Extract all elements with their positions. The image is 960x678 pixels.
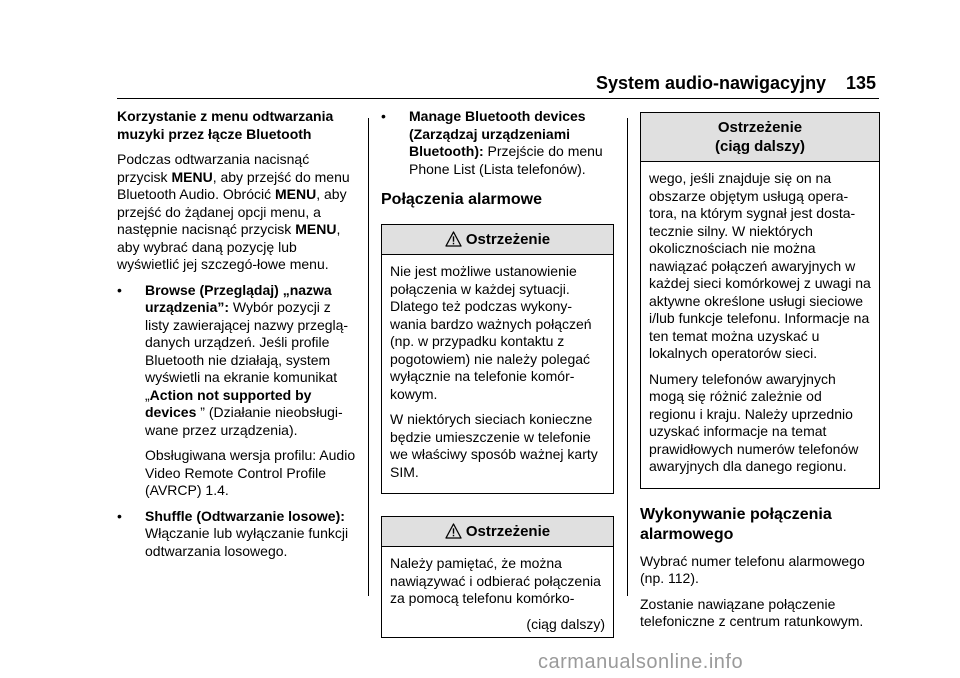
shuffle-label: Shuffle (Odtwarzanie losowe): [145, 507, 345, 524]
body-paragraph: Wybrać numer telefonu alarmowego (np. 112). [640, 552, 865, 586]
warning-paragraph: W niektórych sieciach konieczne będzie umieszczenie w telefonie we właściwy sposób ważnej karty SIM. [390, 411, 598, 480]
section-heading-emergency-calls: Połączenia alarmowe [381, 191, 542, 208]
warning-title: Ostrzeżenie [717, 119, 803, 136]
intro-text-3: , aby przejść do żądanej opcji menu, a następnie nacisnąć przycisk [117, 186, 347, 237]
warning-paragraph: Numery telefonów awaryjnych mogą się różnić zależnie od regionu i kraju. Należy uprzednio uzyskać informacje na temat prawidłowych numerów telefonów awaryjnych dla danego regionu. [649, 370, 859, 474]
warning-paragraph: wego, jeśli znajduje się on na obszarze objętym usługą opera-tora, na którym sygnał jest dosta-tecznie silny. W niektórych okolicznościach nie można nawiązać połączeń awaryjnych w każdej sieci komórkowej z uwagi na aktywne określone usługi sieciowe i/lub funkcje telefonu. Informacje na ten temat można uzyskać u lokalnych operatorów sieci. [649, 170, 871, 361]
column-middle [381, 108, 614, 646]
watermark: carmanualsonline.info [538, 651, 744, 673]
column-left [117, 108, 357, 568]
bullet: • [381, 108, 386, 124]
warning-triangle-icon [445, 523, 462, 539]
section-heading-make-emergency-call: Wykonywanie połączenia alarmowego [640, 505, 832, 543]
bullet: • [117, 281, 122, 298]
intro-paragraph [117, 151, 357, 274]
intro-text-4: , aby wybrać daną pozycję lub wyświetlić jej szczegó-łowe menu. [117, 221, 341, 272]
menu-keyword: MENU [295, 221, 337, 237]
warning-header [641, 113, 879, 162]
warning-box-2 [381, 516, 614, 638]
warning-header [382, 517, 613, 547]
menu-keyword: MENU [171, 168, 213, 185]
page-header [0, 72, 960, 102]
bullet: • [117, 507, 122, 524]
browse-label: Browse (Przeglądaj) „nazwa urządzenia”: [145, 281, 332, 315]
warning-paragraph: Należy pamiętać, że można nawiązywać i odbierać połączenia za pomocą telefonu komórko- [390, 555, 601, 606]
manage-text: Przejście do menu Phone List (Lista telefonów). [409, 143, 603, 177]
column-divider-left [368, 118, 369, 596]
menu-keyword: MENU [275, 186, 317, 202]
manage-label: Manage Bluetooth devices (Zarządzaj urządzeniami Bluetooth): [409, 108, 586, 159]
body-paragraph: Zostanie nawiązane połączenie telefoniczne z centrum ratunkowym. [640, 595, 864, 629]
continued-label: (ciąg dalszy) [526, 615, 605, 632]
warning-box-continued [640, 112, 880, 489]
warning-box-1 [381, 224, 614, 494]
subheading-bluetooth-menu: Korzystanie z menu odtwarzania muzyki przez łącze Bluetooth [117, 108, 334, 142]
warning-header [382, 225, 613, 255]
warning-subtitle: (ciąg dalszy) [714, 138, 806, 155]
column-right [640, 108, 880, 639]
list-item-browse [117, 282, 357, 440]
list-item-shuffle [117, 508, 357, 561]
warning-title: Ostrzeżenie [465, 231, 551, 248]
warning-body [382, 255, 613, 493]
list-item-manage-devices [381, 108, 614, 178]
header-rule [117, 98, 879, 99]
browse-text-2: ” (Działanie nieobsługi-wane przez urządzenia). [145, 404, 343, 438]
warning-body [382, 547, 613, 637]
browse-text-1: Wybór pozycji z listy zawierającej nazwy przeglą-danych urządzeń. Jeśli profile Bluetooth nie działają, system wyświetli na ekranie komunikat „ [145, 299, 349, 403]
page-number: 135 [846, 73, 877, 93]
profile-note [117, 447, 357, 500]
header-title: System audio-nawigacyjny [596, 73, 827, 93]
shuffle-text: Włączanie lub wyłączanie funkcji odtwarzania losowego. [145, 525, 349, 559]
profile-text: Obsługiwana wersja profilu: Audio Video Remote Control Profile (AVRCP) 1.4. [145, 447, 356, 498]
warning-title: Ostrzeżenie [465, 523, 551, 540]
warning-triangle-icon [445, 231, 462, 247]
warning-paragraph: Nie jest możliwe ustanowienie połączenia w każdej sytuacji. Dlatego też podczas wykony-wania bardzo ważnych połączeń (np. w przypadku kontaktu z pogotowiem) nie należy polegać wyłącznie na telefonie komór-kowym. [390, 263, 592, 402]
warning-body [641, 162, 879, 488]
intro-text-2: , aby przejść do menu Bluetooth Audio. Obrócić [117, 168, 350, 202]
column-divider-right [627, 118, 628, 596]
intro-text-1: Podczas odtwarzania nacisnąć przycisk [117, 151, 310, 185]
browse-action-message: Action not supported by devices [145, 386, 312, 420]
